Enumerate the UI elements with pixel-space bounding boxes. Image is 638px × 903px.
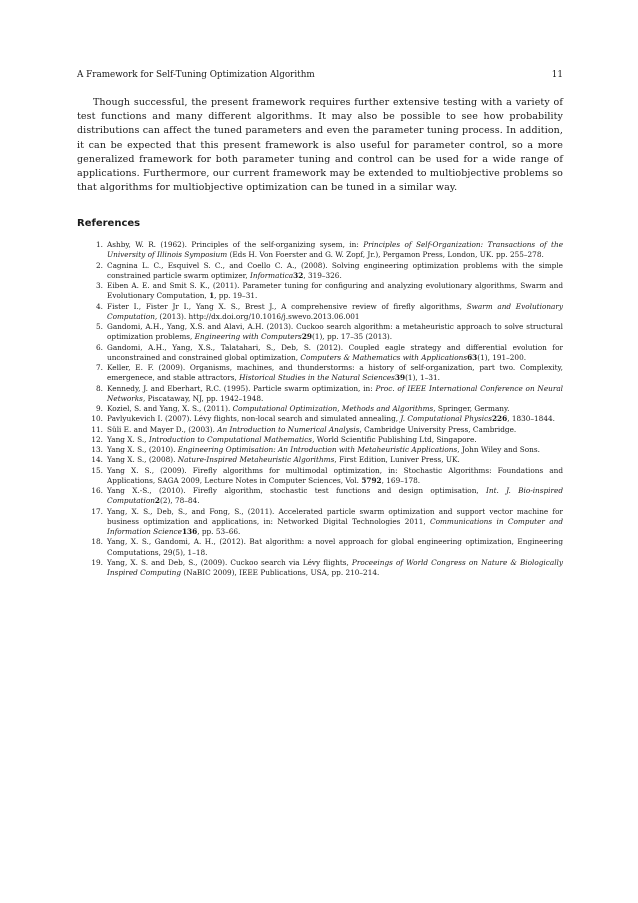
reference-number: 12. <box>91 434 103 444</box>
reference-tail: (2013). http://dx.doi.org/10.1016/j.swevo.2013.06.001 <box>157 311 360 321</box>
reference-text: Yang, X. S. and Deb, S., (2009). Cuckoo search via Lévy flights, <box>107 557 352 567</box>
reference-text: Koziel, S. and Yang, X. S., (2011). <box>107 404 233 413</box>
reference-text: Süli E. and Mayer D., (2003). <box>107 424 218 434</box>
reference-volume: 2 <box>154 496 160 506</box>
reference-tail: (NaBIC 2009), IEEE Publications, USA, pp. 210–214. <box>181 568 380 577</box>
reference-item <box>77 486 563 507</box>
reference-item <box>77 537 563 558</box>
reference-volume: 32 <box>293 270 304 280</box>
reference-tail: (2), 78–84. <box>160 496 200 506</box>
reference-title: Engineering with Computers <box>194 332 302 342</box>
reference-number: 18. <box>91 537 103 547</box>
running-title: A Framework for Self-Tuning Optimization Algorithm <box>77 70 315 80</box>
reference-number: 11. <box>91 424 103 434</box>
reference-tail: (Eds H. Von Foerster and G. W. Zopf, Jr.), Pergamon Press, London, UK. pp. 255–278. <box>227 250 544 260</box>
reference-item <box>77 261 563 282</box>
reference-item <box>77 302 563 323</box>
reference-item <box>77 455 563 465</box>
reference-number: 5. <box>96 322 103 331</box>
reference-item <box>77 466 563 487</box>
reference-tail: , First Edition, Luniver Press, UK. <box>334 455 460 465</box>
reference-number: 19. <box>91 557 103 567</box>
reference-volume: 136 <box>181 527 198 536</box>
references-heading: References <box>77 218 141 229</box>
reference-tail: , pp. 19–31. <box>214 291 258 301</box>
reference-volume: 226 <box>491 414 508 424</box>
reference-title: J. Computational Physics <box>400 414 492 424</box>
reference-text: Yang, X. S., Gandomi, A. H., (2012). Bat algorithm: a novel approach for global engineering optimization, Engineering Computations, 29(5), 1–18. <box>107 537 563 557</box>
reference-tail: , 1830–1844. <box>507 414 555 424</box>
reference-number: 6. <box>96 342 103 352</box>
reference-item <box>77 404 563 414</box>
reference-list <box>77 240 563 578</box>
reference-volume: 1 <box>209 291 215 301</box>
conclusion-paragraph: Though successful, the present framework requires further extensive testing with a variety of test functions and many different algorithms. It may also be possible to see how probability distributions can affect the tuned parameters and even the parameter tuning process. In addition, it can be expected that this present framework is also useful for parameter control, so a more generalized framework for both parameter tuning and control can be used for a wide range of applications. Furthermore, our current framework may be extended to multiobjective problems so that algorithms for multiobjective optimization can be tuned in a similar way. <box>77 97 563 194</box>
running-header <box>77 70 563 80</box>
reference-text: Yang X. S., (2008). <box>107 455 178 465</box>
reference-title: Informatica <box>250 270 294 280</box>
reference-number: 17. <box>91 506 103 516</box>
reference-volume: 39 <box>394 373 406 383</box>
reference-tail: (1), 191–200. <box>477 352 527 362</box>
reference-text: Fister I., Fister Jr I., Yang X. S., Brest J., A comprehensive review of firefly algorithms, <box>107 301 467 311</box>
reference-item <box>77 414 563 424</box>
reference-number: 2. <box>96 260 103 270</box>
reference-tail: , Cambridge University Press, Cambridge. <box>359 424 517 434</box>
reference-text: Cagnina L. C., Esquivel S. C., and Coello C. A., (2008). Solving engineering optimization problems with the simple constrained particle swarm optimizer, <box>107 260 563 280</box>
reference-volume: 63 <box>467 352 478 362</box>
reference-volume: 29 <box>301 332 312 342</box>
reference-tail: , pp. 53–66. <box>197 527 241 536</box>
reference-tail: , 319–326. <box>303 270 342 280</box>
reference-number: 14. <box>91 455 103 465</box>
reference-tail: , John Wiley and Sons. <box>457 445 540 454</box>
reference-title: Introduction to Computational Mathematics <box>148 434 313 444</box>
reference-item <box>77 281 563 302</box>
reference-tail: (1), 1–31. <box>405 373 440 383</box>
reference-item <box>77 445 563 455</box>
reference-text: Gandomi, A.H., Yang, X.S. and Alavi, A.H. (2013). Cuckoo search algorithm: a metaheuristic approach to solve structural optimization problems, <box>107 322 563 342</box>
reference-number: 15. <box>91 465 103 475</box>
reference-text: Pavlyukevich I. (2007). Lévy flights, non-local search and simulated annealing, <box>107 414 401 424</box>
reference-text: Gandomi, A.H., Yang, X.S., Talatahari, S., Deb, S. (2012). Coupled eagle strategy and differential evolution for unconstrained and constrained global optimization, <box>107 342 563 362</box>
reference-text: Kennedy, J. and Eberhart, R.C. (1995). Particle swarm optimization, in: <box>107 383 376 393</box>
reference-number: 3. <box>96 281 103 290</box>
reference-title: Computational Optimization, Methods and Algorithms <box>232 404 434 413</box>
reference-number: 4. <box>96 301 103 311</box>
reference-tail: , Piscataway, NJ, pp. 1942–1948. <box>142 393 264 403</box>
reference-tail: , World Scientific Publishing Ltd, Singapore. <box>312 434 477 444</box>
reference-title: Swarm and Evolutionary Computation, <box>107 301 564 321</box>
reference-text: Yang, X. S., Deb, S., and Fong, S., (2011). Accelerated particle swarm optimization and support vector machine for business optimization and applications, in: Networked Digital Technologies 2011, <box>107 506 563 526</box>
reference-item <box>77 507 563 538</box>
reference-title: Engineering Optimisation: An Introduction with Metaheuristic Applications <box>177 445 458 454</box>
reference-text: Eiben A. E. and Smit S. K., (2011). Parameter tuning for configuring and analyzing evolutionary algorithms, Swarm and Evolutionary Computation, <box>107 281 563 301</box>
reference-number: 1. <box>96 240 103 249</box>
reference-item <box>77 240 563 261</box>
reference-title: Nature-Inspired Metaheuristic Algorithms <box>177 455 335 465</box>
reference-item <box>77 363 563 384</box>
reference-text: Keller, E. F. (2009). Organisms, machines, and thunderstorms: a history of self-organization, part two. Complexity, emergenece, and stable attractors, <box>107 363 563 383</box>
reference-text: Yang X. S., (2009). Firefly algorithms for multimodal optimization, in: Stochastic Algorithms: Foundations and Applications, SAGA 2009, Lecture Notes in Computer Sciences, Vol. <box>107 465 563 485</box>
reference-title: Communications in Computer and Information Science <box>107 516 563 536</box>
reference-text: Yang X. S., <box>107 434 149 444</box>
reference-tail: , 169–178. <box>381 475 421 485</box>
reference-title: Proceeings of World Congress on Nature & Biologically Inspired Computing <box>107 557 563 577</box>
reference-text: Yang X. S., (2010). <box>107 445 178 454</box>
page-number: 11 <box>551 70 563 80</box>
reference-text: Yang X.-S., (2010). Firefly algorithm, stochastic test functions and design optimisation, <box>107 486 487 495</box>
reference-title: Computers & Mathematics with Applications <box>300 352 468 362</box>
reference-item <box>77 425 563 435</box>
reference-number: 9. <box>96 404 103 413</box>
reference-item <box>77 558 563 579</box>
reference-number: 10. <box>91 414 103 424</box>
reference-title: Int. J. Bio-inspired Computation <box>107 486 563 506</box>
reference-item <box>77 343 563 364</box>
reference-tail: , Springer, Germany. <box>433 404 510 413</box>
reference-item <box>77 384 563 405</box>
reference-number: 16. <box>91 486 103 495</box>
reference-title: Proc. of IEEE International Conference on Neural Networks <box>107 383 564 403</box>
reference-title: An Introduction to Numerical Analysis <box>217 424 360 434</box>
reference-number: 8. <box>96 383 103 393</box>
reference-volume: 5792 <box>361 475 382 485</box>
reference-text: Ashby, W. R. (1962). Principles of the self-organizing sysem, in: <box>107 240 364 249</box>
reference-title: Historical Studies in the Natural Sciences <box>239 373 395 383</box>
reference-item <box>77 435 563 445</box>
reference-number: 13. <box>91 445 103 454</box>
reference-title: Principles of Self-Organization: Transactions of the University of Illinois Symposium <box>107 240 564 260</box>
reference-number: 7. <box>96 363 103 372</box>
reference-item <box>77 322 563 343</box>
reference-tail: (1), pp. 17–35 (2013). <box>311 332 393 342</box>
